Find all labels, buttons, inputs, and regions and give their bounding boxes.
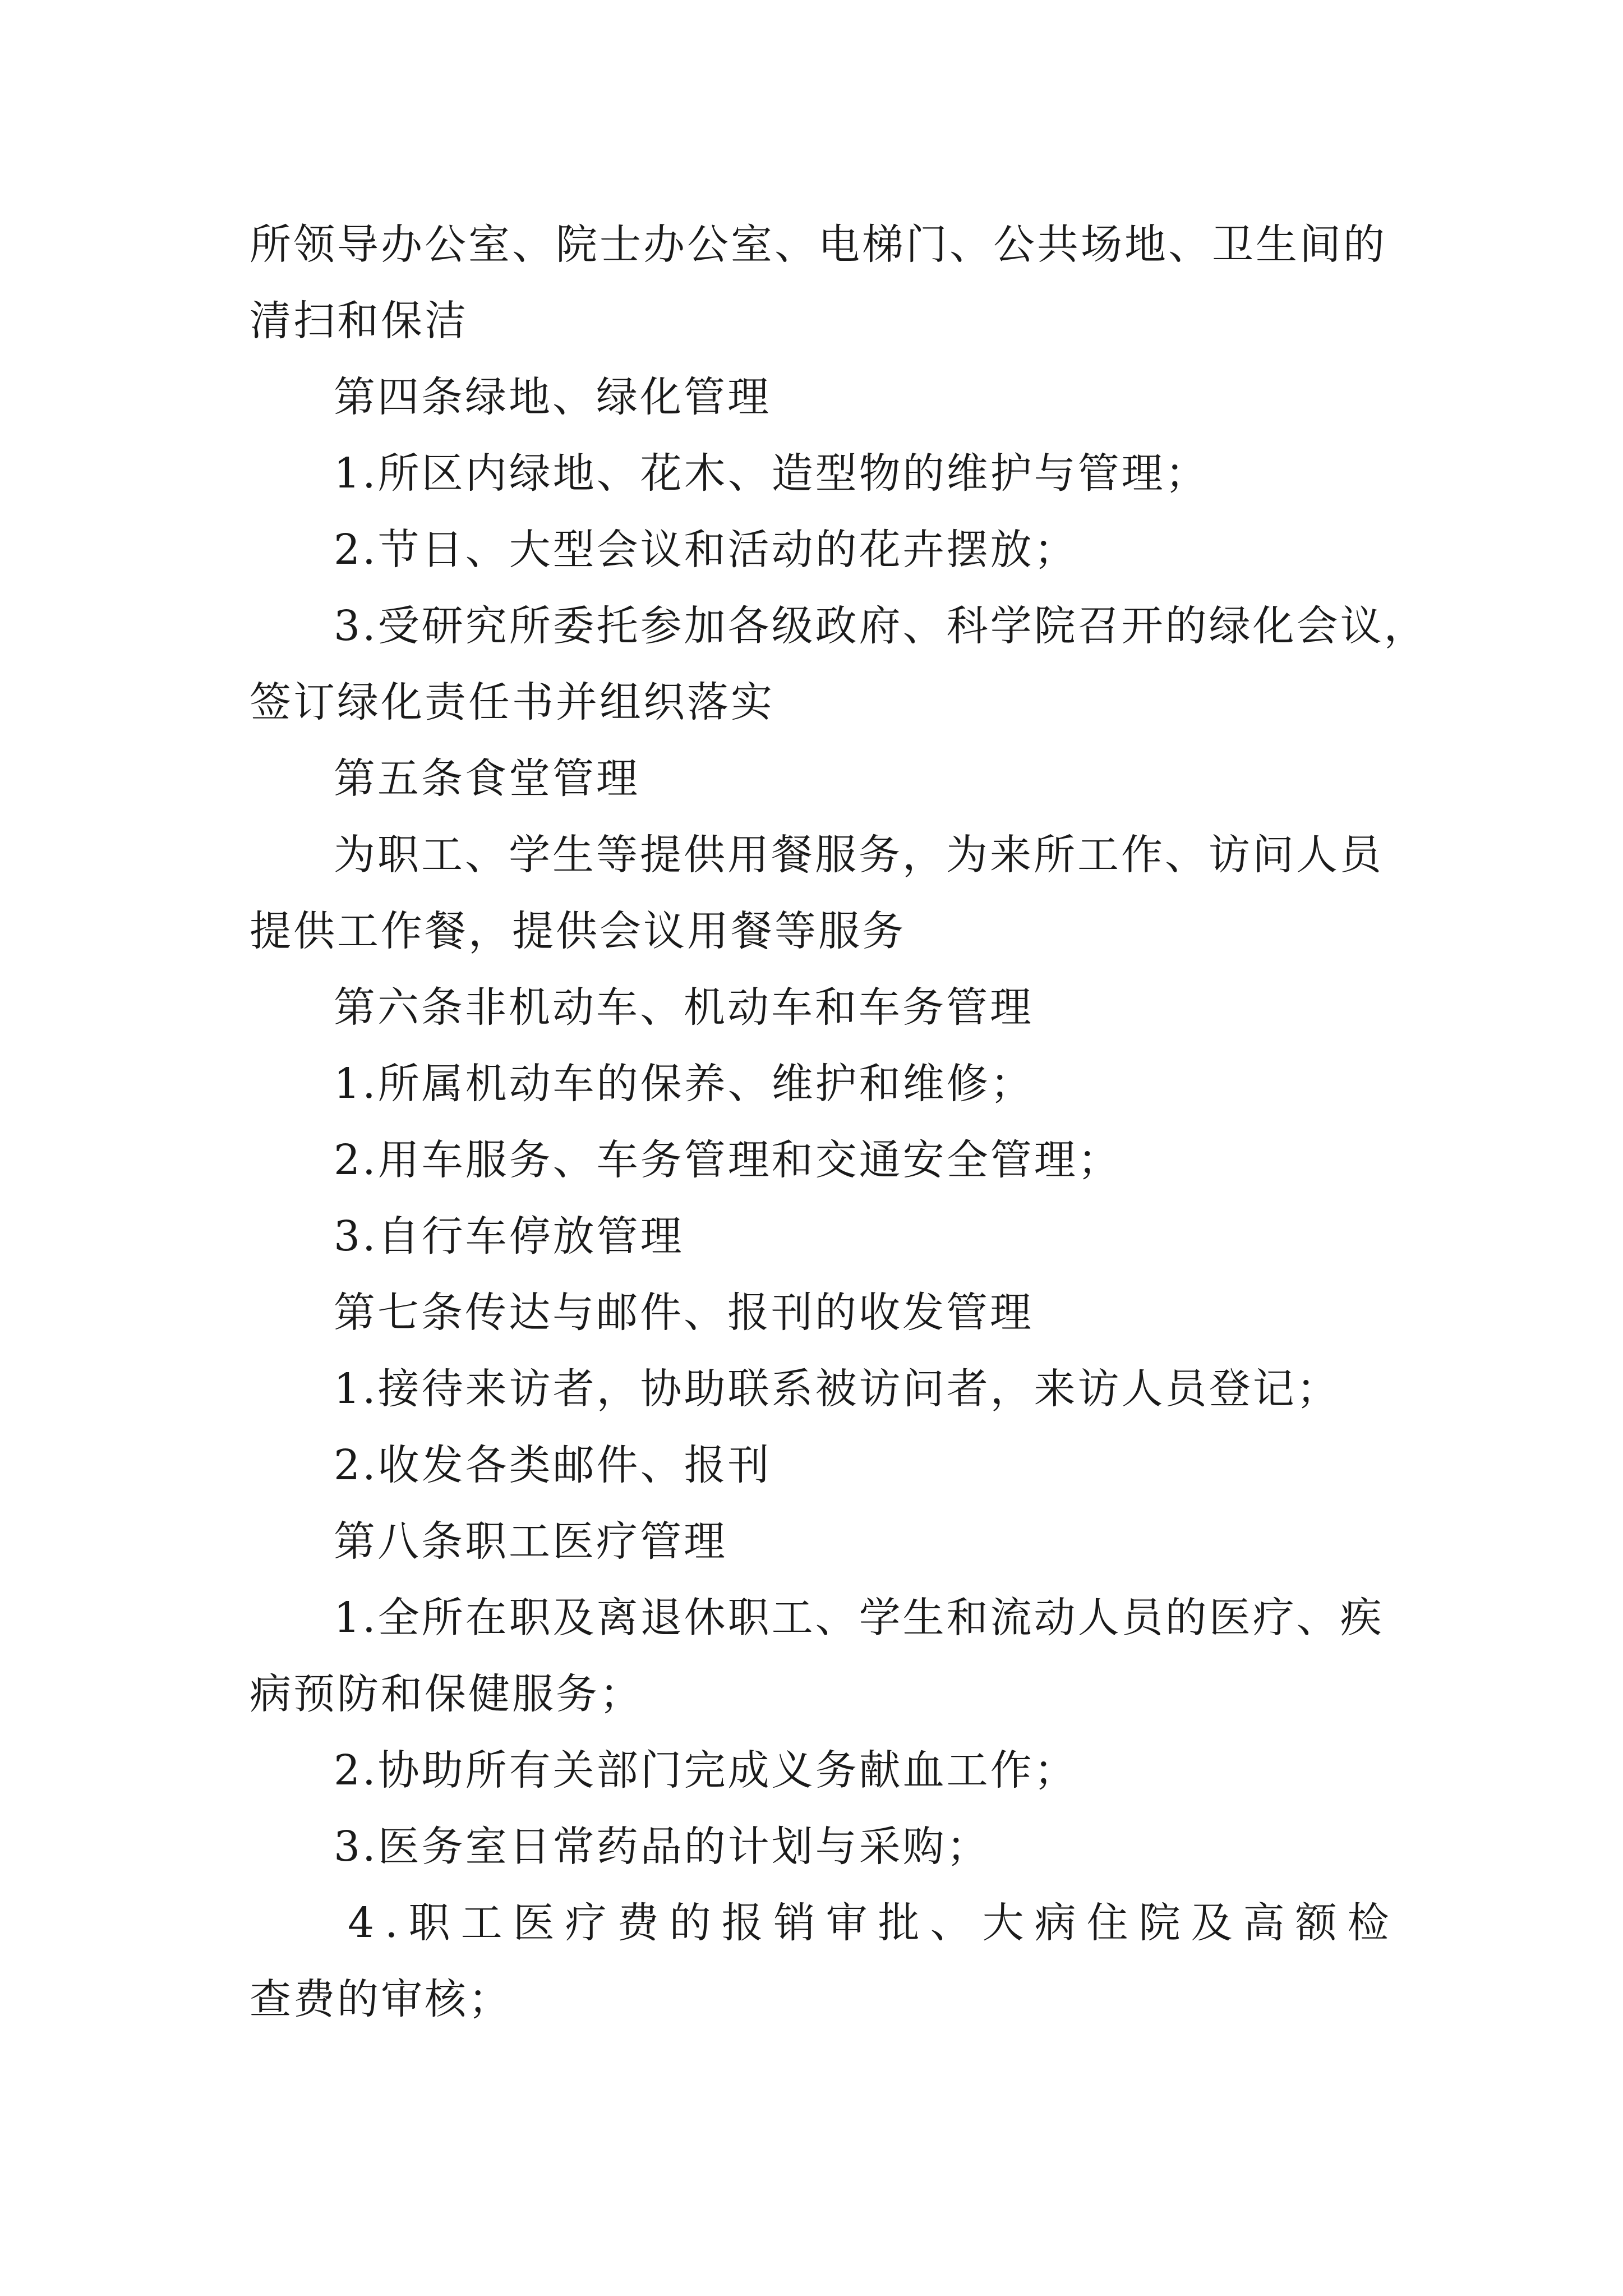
text-line: 提供工作餐，提供会议用餐等服务: [250, 907, 906, 955]
list-item: 2.用车服务、车务管理和交通安全管理；: [334, 1136, 1122, 1184]
list-item: 2.收发各类邮件、报刊: [334, 1441, 772, 1489]
list-item: 4.职工医疗费的报销审批、大病住院及高额检: [348, 1899, 1400, 1947]
section-heading: 第四条绿地、绿化管理: [334, 373, 771, 421]
text-line: 清扫和保洁: [250, 297, 468, 345]
text-line: 所领导办公室、院士办公室、电梯门、公共场地、卫生间的: [250, 220, 1387, 269]
section-heading: 第五条食堂管理: [334, 754, 640, 803]
section-heading: 第八条职工医疗管理: [334, 1517, 727, 1566]
list-item: 3.医务室日常药品的计划与采购；: [334, 1823, 990, 1871]
list-item: 2.节日、大型会议和活动的花卉摆放；: [334, 526, 1078, 574]
section-heading: 第七条传达与邮件、报刊的收发管理: [334, 1289, 1034, 1337]
text-line: 查费的审核；: [250, 1975, 512, 2023]
list-item: 1.所区内绿地、花木、造型物的维护与管理；: [334, 449, 1209, 498]
list-item: 1.所属机动车的保养、维护和维修；: [334, 1060, 1034, 1108]
text-line: 签订绿化责任书并组织落实: [250, 678, 774, 726]
section-heading: 第六条非机动车、机动车和车务管理: [334, 983, 1034, 1032]
paragraph-line: 为职工、学生等提供用餐服务，为来所工作、访问人员: [334, 831, 1384, 879]
list-item: 2.协助所有关部门完成义务献血工作；: [334, 1746, 1078, 1795]
document-body: [250, 206, 1428, 2037]
list-item: 1.全所在职及离退休职工、学生和流动人员的医疗、疾: [334, 1594, 1384, 1642]
text-line: 病预防和保健服务；: [250, 1670, 643, 1718]
list-item: 3.自行车停放管理: [334, 1212, 684, 1260]
list-item: 3.受研究所委托参加各级政府、科学院召开的绿化会议，: [334, 602, 1428, 650]
list-item: 1.接待来访者，协助联系被访问者，来访人员登记；: [334, 1365, 1340, 1413]
